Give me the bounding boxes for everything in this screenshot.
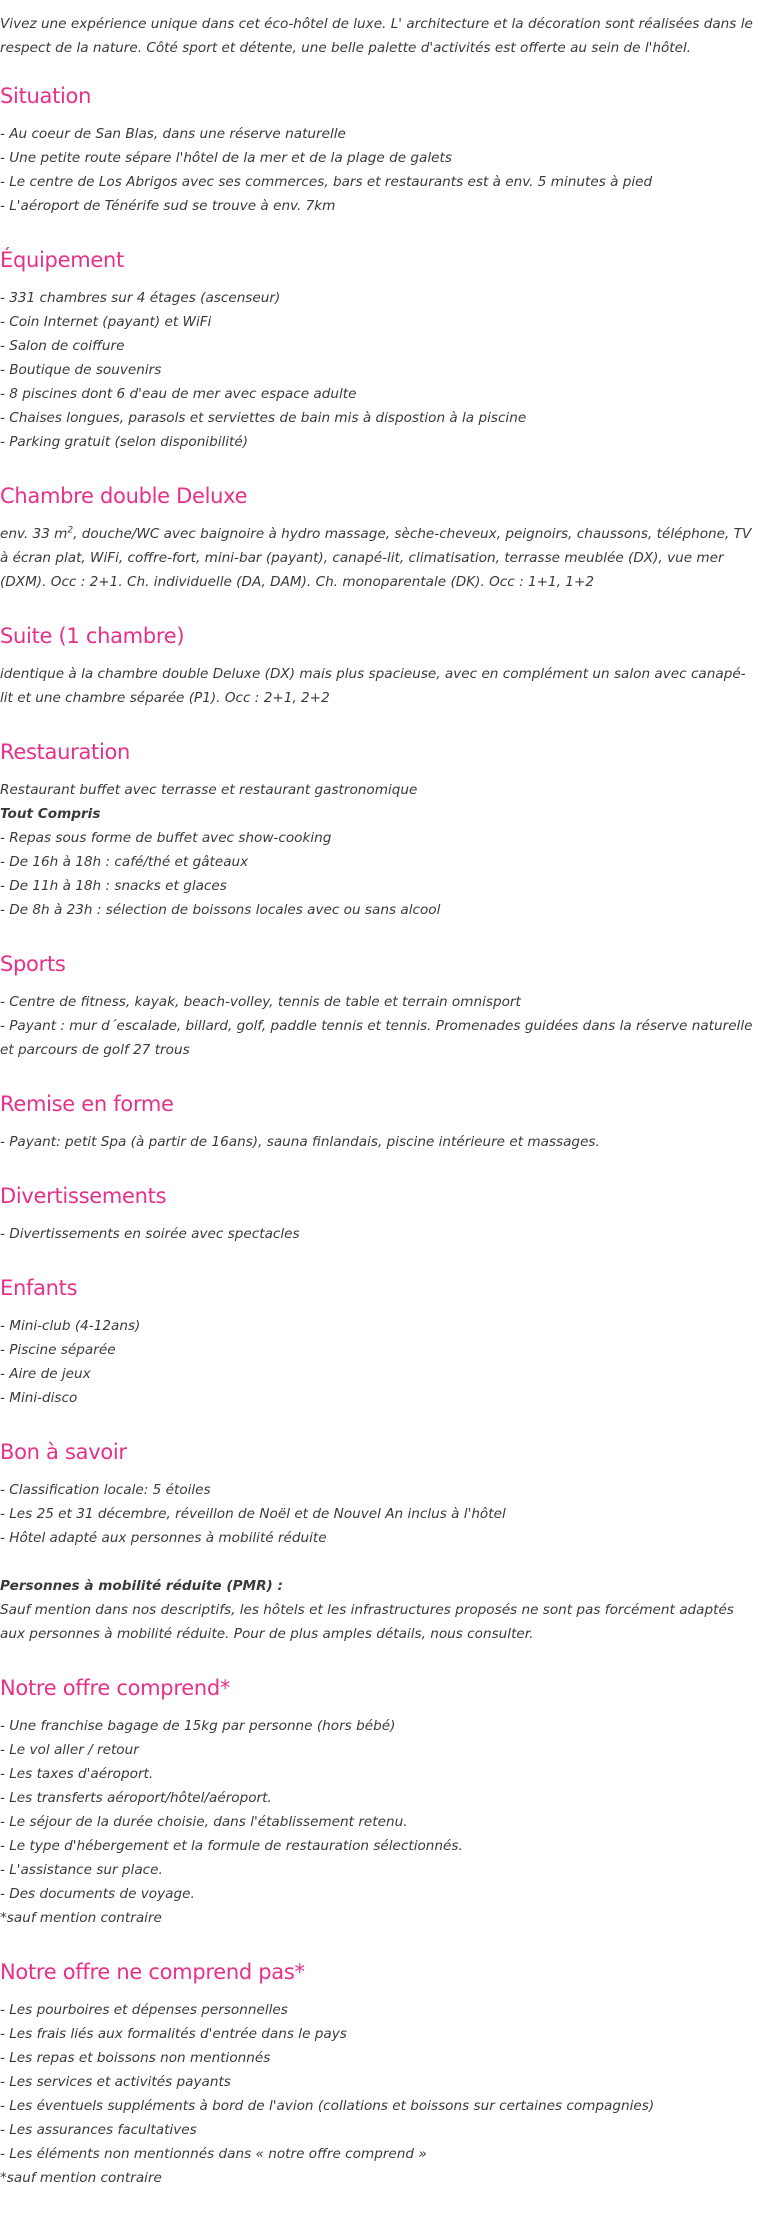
divertissements-list bbox=[0, 1222, 754, 1246]
list-item: - Les éventuels suppléments à bord de l'avion (collations et boissons sur certaines compagnies) bbox=[0, 2098, 655, 2114]
list-item: - Payant : mur d´escalade, billard, golf, paddle tennis et tennis. Promenades guidées dans la réserve naturelle et parcours de golf 27 trous bbox=[0, 1018, 753, 1058]
section-suite bbox=[0, 620, 754, 710]
restauration-list bbox=[0, 826, 754, 922]
list-item: - Une petite route sépare l'hôtel de la mer et de la plage de galets bbox=[0, 150, 452, 166]
section-chambre bbox=[0, 480, 754, 594]
section-restauration bbox=[0, 736, 754, 922]
list-item: - Le type d'hébergement et la formule de restauration sélectionnés. bbox=[0, 1838, 463, 1854]
situation-list bbox=[0, 122, 754, 218]
list-item: - Les éléments non mentionnés dans « notre offre comprend » bbox=[0, 2146, 427, 2162]
list-item: - Le vol aller / retour bbox=[0, 1742, 139, 1758]
list-item: - Des documents de voyage. bbox=[0, 1886, 195, 1902]
list-item: - Piscine séparée bbox=[0, 1342, 116, 1358]
list-item: - Les transferts aéroport/hôtel/aéroport. bbox=[0, 1790, 272, 1806]
divertissements-heading: Divertissements bbox=[0, 1184, 167, 1208]
section-offre-comprend bbox=[0, 1672, 754, 1930]
enfants-heading: Enfants bbox=[0, 1276, 78, 1300]
list-item: - 331 chambres sur 4 étages (ascenseur) bbox=[0, 290, 281, 306]
spacer bbox=[0, 1550, 754, 1574]
chambre-text-rest: , douche/WC avec baignoire à hydro massage, sèche-cheveux, peignoirs, chaussons, téléphone, TV à écran plat, WiFi, coffre-fort, mini-bar (payant), canapé-lit, climatisation, terrasse meublée (DX), vue mer (DXM). Occ : 2+1. Ch. individuelle (DA, DAM). Ch. monoparentale (DK). Occ : 1+1, 1+2 bbox=[0, 526, 752, 590]
list-item: - Centre de fitness, kayak, beach-volley, tennis de table et terrain omnisport bbox=[0, 994, 521, 1010]
list-item: - Payant: petit Spa (à partir de 16ans), sauna finlandais, piscine intérieure et massages. bbox=[0, 1134, 600, 1150]
situation-heading: Situation bbox=[0, 84, 92, 108]
offre-non-heading: Notre offre ne comprend pas* bbox=[0, 1960, 305, 1984]
list-item: - Divertissements en soirée avec spectacles bbox=[0, 1226, 300, 1242]
list-item: - De 8h à 23h : sélection de boissons locales avec ou sans alcool bbox=[0, 902, 441, 918]
list-item: - Les assurances facultatives bbox=[0, 2122, 197, 2138]
list-item: - Coin Internet (payant) et WiFi bbox=[0, 314, 212, 330]
section-remise-en-forme bbox=[0, 1088, 754, 1154]
list-item: - 8 piscines dont 6 d'eau de mer avec espace adulte bbox=[0, 386, 357, 402]
section-offre-ne-comprend-pas bbox=[0, 1956, 754, 2190]
list-item: - Boutique de souvenirs bbox=[0, 362, 162, 378]
list-item: - Les taxes d'aéroport. bbox=[0, 1766, 154, 1782]
equipement-list bbox=[0, 286, 754, 454]
list-item: - Salon de coiffure bbox=[0, 338, 125, 354]
enfants-list bbox=[0, 1314, 754, 1410]
bon-a-savoir-list bbox=[0, 1478, 754, 1550]
section-sports bbox=[0, 948, 754, 1062]
restauration-heading: Restauration bbox=[0, 740, 131, 764]
offre-note: *sauf mention contraire bbox=[0, 1910, 162, 1926]
chambre-text-start: env. 33 m bbox=[0, 526, 68, 542]
bon-a-savoir-heading: Bon à savoir bbox=[0, 1440, 127, 1464]
list-item: - De 16h à 18h : café/thé et gâteaux bbox=[0, 854, 249, 870]
sports-list bbox=[0, 990, 754, 1062]
list-item: - L'assistance sur place. bbox=[0, 1862, 163, 1878]
section-enfants bbox=[0, 1272, 754, 1410]
remise-list bbox=[0, 1130, 754, 1154]
list-item: - Classification locale: 5 étoiles bbox=[0, 1482, 211, 1498]
list-item: - Mini-disco bbox=[0, 1390, 78, 1406]
list-item: - Parking gratuit (selon disponibilité) bbox=[0, 434, 249, 450]
section-equipement bbox=[0, 244, 754, 454]
equipement-heading: Équipement bbox=[0, 248, 124, 272]
list-item: - Les frais liés aux formalités d'entrée dans le pays bbox=[0, 2026, 347, 2042]
chambre-description bbox=[0, 522, 754, 594]
list-item: - Une franchise bagage de 15kg par personne (hors bébé) bbox=[0, 1718, 396, 1734]
list-item: - Repas sous forme de buffet avec show-cooking bbox=[0, 830, 332, 846]
remise-heading: Remise en forme bbox=[0, 1092, 174, 1116]
list-item: - Les repas et boissons non mentionnés bbox=[0, 2050, 271, 2066]
sports-heading: Sports bbox=[0, 952, 66, 976]
list-item: - De 11h à 18h : snacks et glaces bbox=[0, 878, 227, 894]
section-bon-a-savoir bbox=[0, 1436, 754, 1646]
list-item: - Chaises longues, parasols et serviettes de bain mis à dispostion à la piscine bbox=[0, 410, 527, 426]
offre-list bbox=[0, 1714, 754, 1906]
list-item: - Le centre de Los Abrigos avec ses commerces, bars et restaurants est à env. 5 minutes à pied bbox=[0, 174, 653, 190]
offre-non-note: *sauf mention contraire bbox=[0, 2170, 162, 2186]
list-item: - Hôtel adapté aux personnes à mobilité réduite bbox=[0, 1530, 327, 1546]
section-situation bbox=[0, 80, 754, 218]
list-item: - Aire de jeux bbox=[0, 1366, 91, 1382]
restauration-subtitle: Tout Compris bbox=[0, 806, 101, 822]
restauration-intro: Restaurant buffet avec terrasse et restaurant gastronomique bbox=[0, 782, 418, 798]
offre-non-list bbox=[0, 1998, 754, 2166]
pmr-text: Sauf mention dans nos descriptifs, les hôtels et les infrastructures proposés ne sont pas forcément adaptés aux personnes à mobilité réduite. Pour de plus amples détails, nous consulter. bbox=[0, 1602, 734, 1642]
list-item: - Le séjour de la durée choisie, dans l'établissement retenu. bbox=[0, 1814, 408, 1830]
list-item: - Les pourboires et dépenses personnelles bbox=[0, 2002, 288, 2018]
list-item: - Au coeur de San Blas, dans une réserve naturelle bbox=[0, 126, 346, 142]
list-item: - Mini-club (4-12ans) bbox=[0, 1318, 141, 1334]
section-divertissements bbox=[0, 1180, 754, 1246]
pmr-title: Personnes à mobilité réduite (PMR) : bbox=[0, 1578, 283, 1594]
list-item: - L'aéroport de Ténérife sud se trouve à env. 7km bbox=[0, 198, 336, 214]
suite-description: identique à la chambre double Deluxe (DX) mais plus spacieuse, avec en complément un salon avec canapé-lit et une chambre séparée (P1). Occ : 2+1, 2+2 bbox=[0, 666, 746, 706]
intro-text: Vivez une expérience unique dans cet éco-hôtel de luxe. L' architecture et la décoration sont réalisées dans le respect de la nature. Côté sport et détente, une belle palette d'activités est offerte au sein de l'hôtel. bbox=[0, 16, 753, 56]
chambre-heading: Chambre double Deluxe bbox=[0, 484, 248, 508]
chambre-superscript: 2 bbox=[67, 525, 74, 536]
list-item: - Les services et activités payants bbox=[0, 2074, 231, 2090]
suite-heading: Suite (1 chambre) bbox=[0, 624, 185, 648]
offre-heading: Notre offre comprend* bbox=[0, 1676, 231, 1700]
list-item: - Les 25 et 31 décembre, réveillon de Noël et de Nouvel An inclus à l'hôtel bbox=[0, 1506, 506, 1522]
